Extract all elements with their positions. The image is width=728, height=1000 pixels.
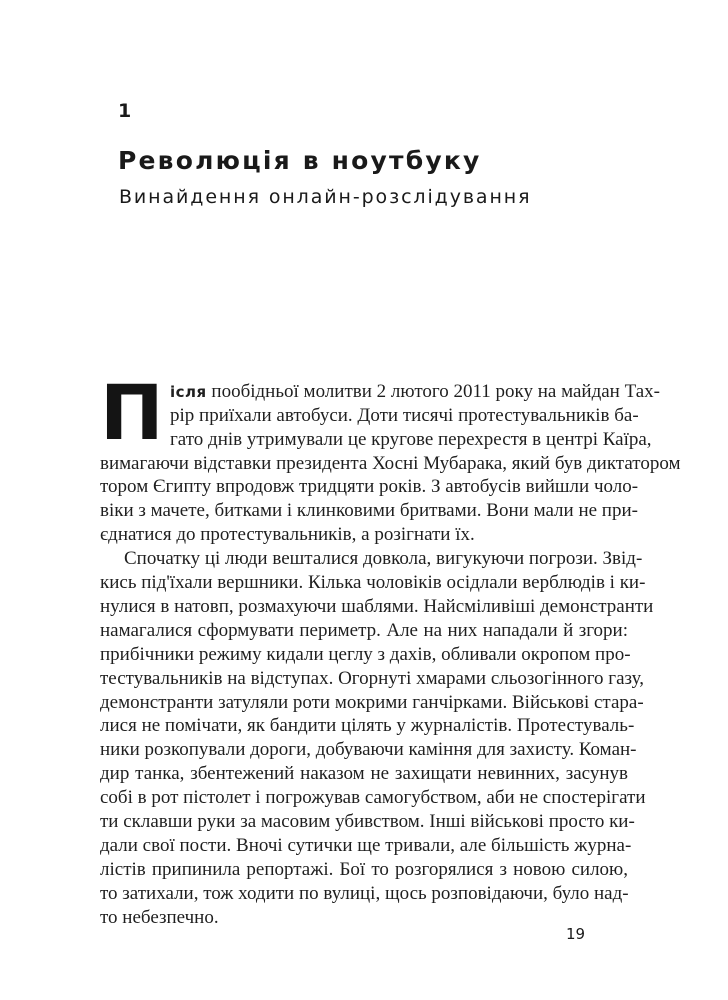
drop-cap: П — [100, 368, 164, 457]
chapter-subtitle: Винайдення онлайн-розслідування — [119, 186, 532, 208]
lead-word: ісля — [170, 383, 207, 401]
paragraph-line: дир танка, збентежений наказом не захищати невинних, засунув — [100, 763, 628, 784]
chapter-title: Революція в ноутбуку — [118, 146, 482, 175]
paragraph-line: то затихали, тож ходити по вулиці, щось розповідаючи, було над- — [100, 883, 629, 904]
paragraph-line: дали свої пости. Вночі сутички ще тривали, але більшість журна- — [100, 835, 632, 856]
paragraph-line: кись під'їхали вершники. Кілька чоловіків осідлали верблюдів і ки- — [100, 572, 646, 593]
paragraph-line: ники розкопували дороги, добуваючи каміння для захисту. Коман- — [100, 739, 637, 760]
paragraph-line: нулися в натовп, розмахуючи шаблями. Найсміливіші демонстранти — [100, 596, 654, 617]
paragraph-line: вимагаючи відставки президента Хосні Мубарака, який був диктатором — [100, 453, 681, 474]
paragraph-line: Спочатку ці люди вешталися довкола, вигукуючи погрози. Звід- — [124, 548, 643, 569]
paragraph-line: тором Єгипту впродовж тридцяти років. З автобусів вийшли чоло- — [100, 476, 639, 497]
paragraph-line: рір приїхали автобуси. Доти тисячі протестувальників ба- — [170, 405, 639, 426]
paragraph-line: лістів припинила репортажі. Бої то розгорялися з новою силою, — [100, 859, 628, 880]
paragraph-line: собі в рот пістолет і погрожував самогубством, аби не спостерігати — [100, 787, 646, 808]
page-number: 19 — [566, 925, 586, 943]
paragraph-line: прибічники режиму кидали цеглу з дахів, обливали окропом про- — [100, 644, 631, 665]
paragraph-line: гато днів утримували це кругове перехрестя в центрі Каїра, — [170, 429, 652, 450]
chapter-number: 1 — [118, 100, 132, 122]
paragraph-line: віки з мачете, битками і клинковими бритвами. Вони мали не при- — [100, 500, 638, 521]
paragraph-line: демонстранти затуляли роти мокрими ганчірками. Військові стара- — [100, 692, 644, 713]
paragraph-line: ти склавши руки за масовим убивством. Інші військові просто ки- — [100, 811, 635, 832]
paragraph-line: єднатися до протестувальників, а розігнати їх. — [100, 524, 475, 545]
paragraph-line: ісля пообідньої молитви 2 лютого 2011 року на майдан Тах- — [170, 381, 660, 402]
paragraph-line: намагалися сформувати периметр. Але на них нападали й згори: — [100, 620, 628, 641]
paragraph-line: то небезпечно. — [100, 907, 219, 928]
paragraph-line: лися не помічати, як бандити цілять у журналістів. Протестуваль- — [100, 715, 635, 736]
paragraph-line: тестувальників на відступах. Огорнуті хмарами сльозогінного газу, — [100, 668, 644, 689]
